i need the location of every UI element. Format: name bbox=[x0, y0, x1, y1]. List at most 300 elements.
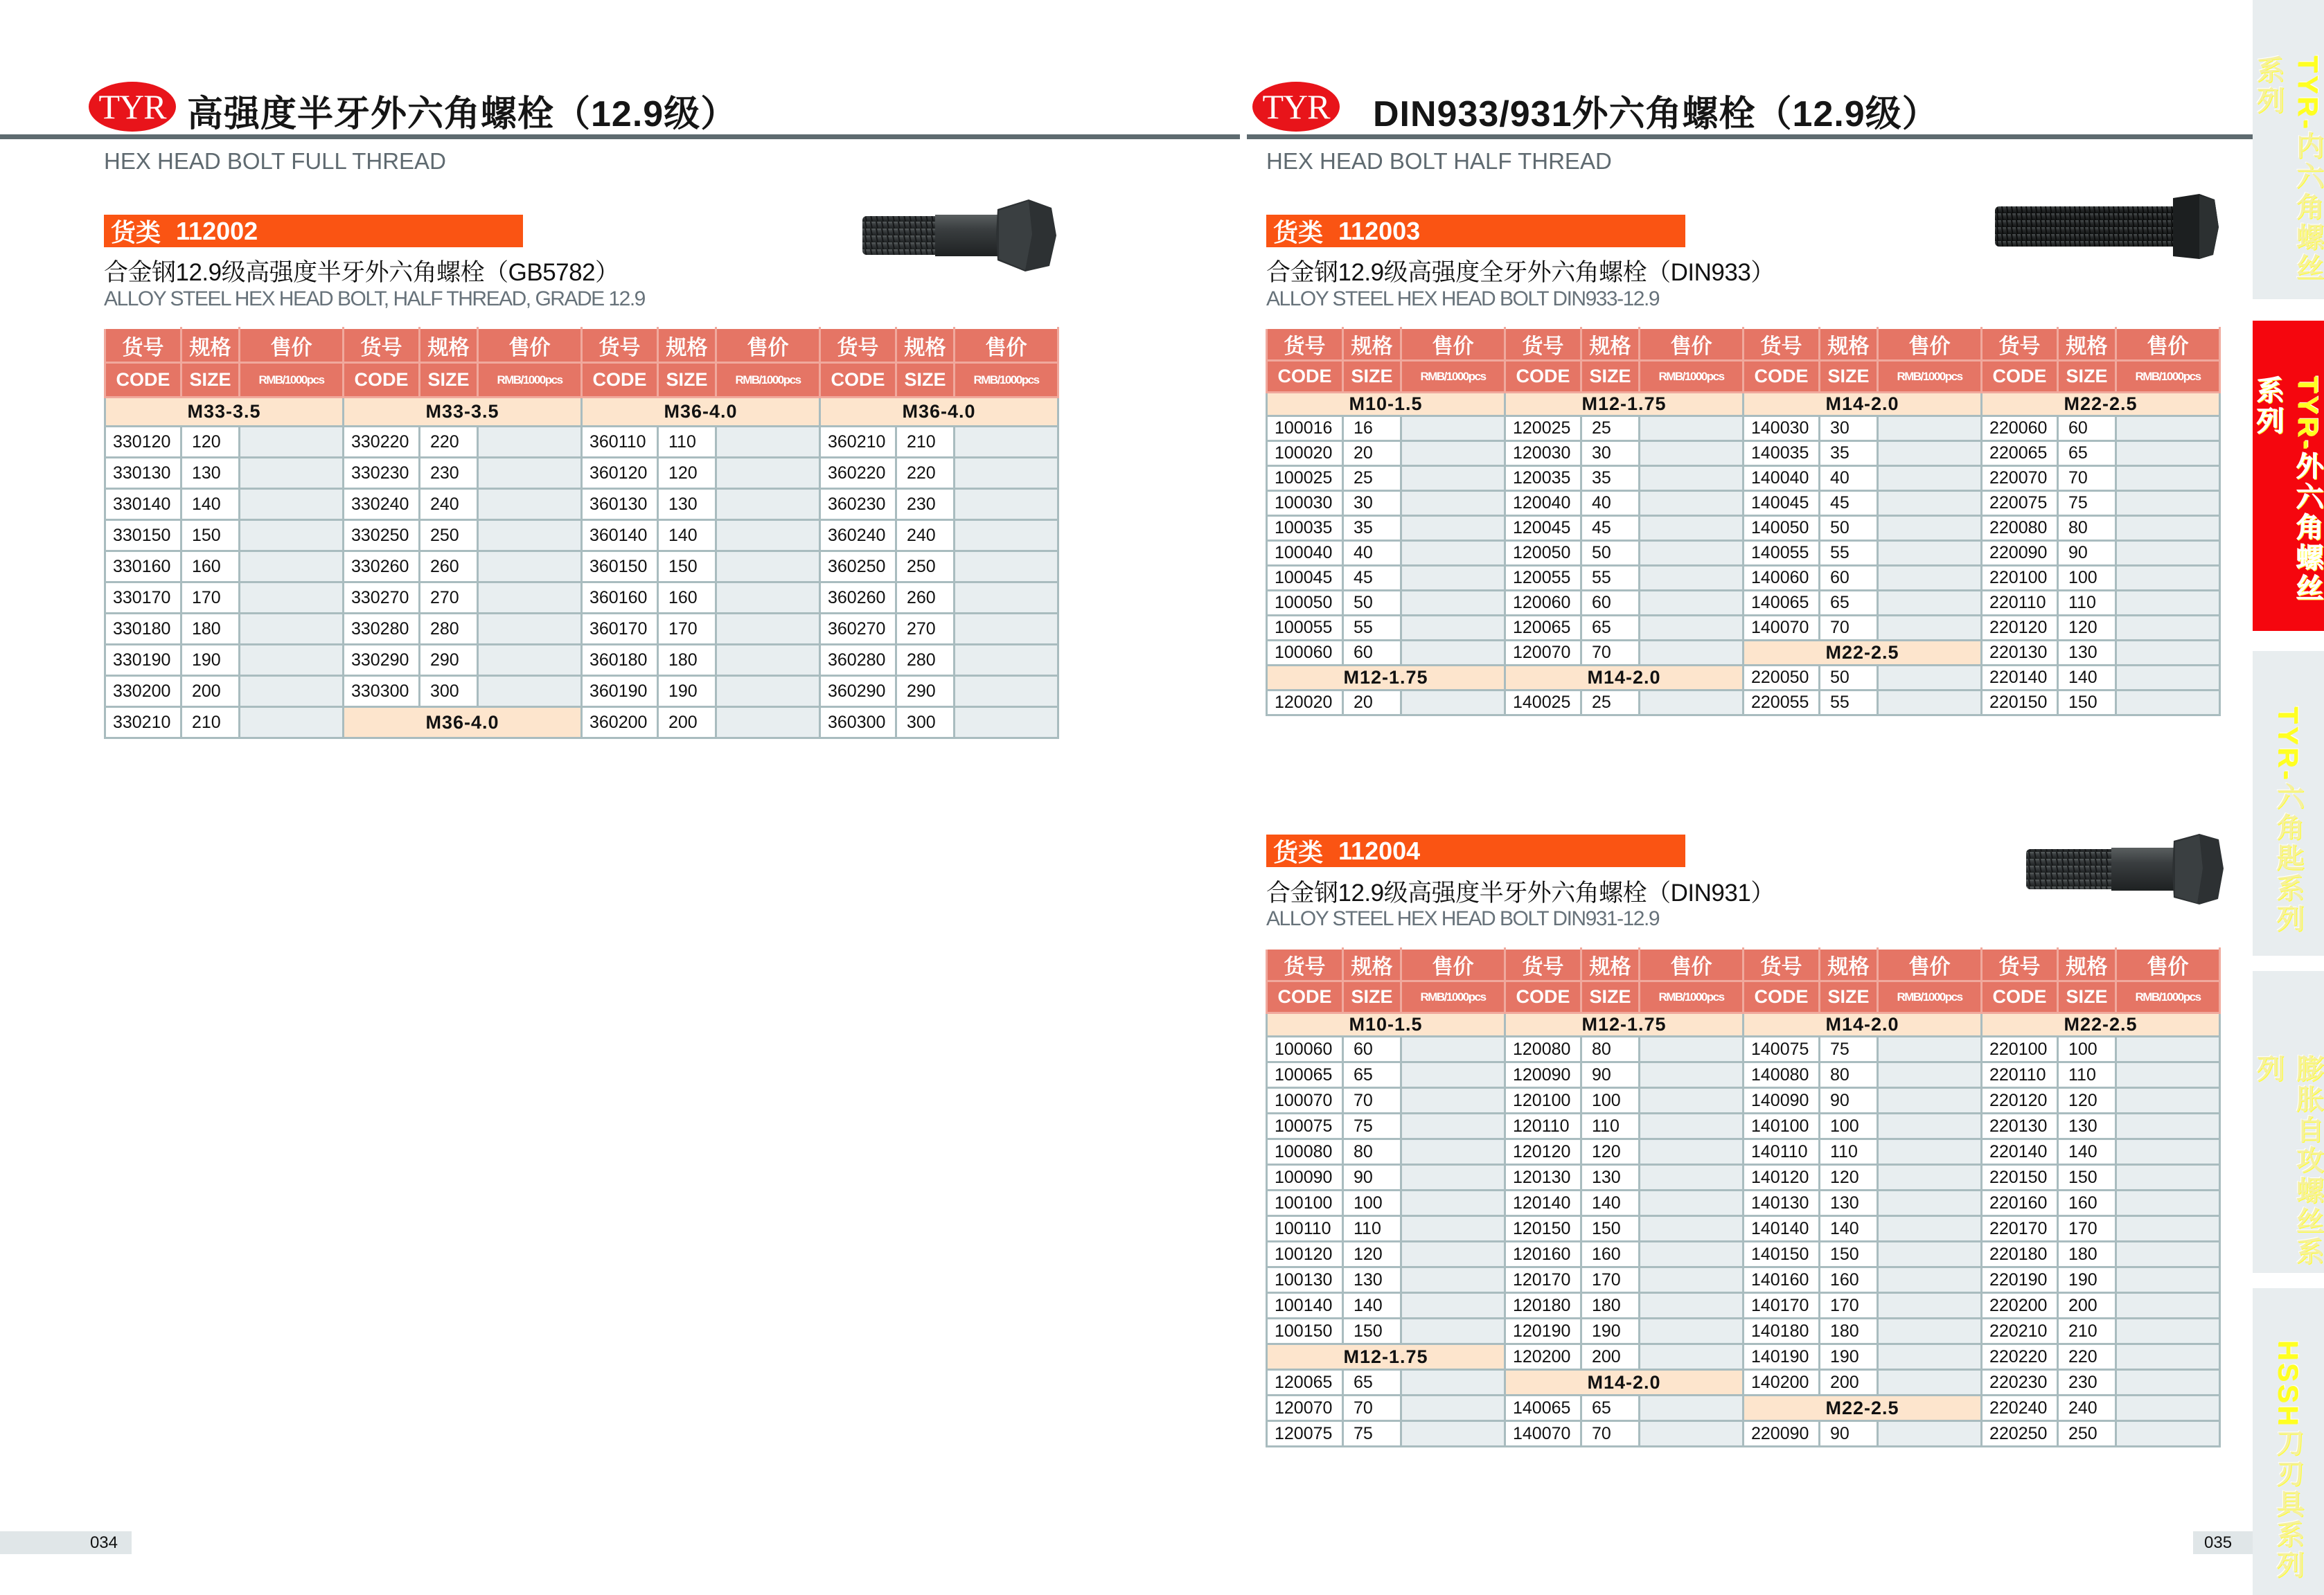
product-code: 360220 bbox=[820, 458, 896, 489]
product-code: 120070 bbox=[1267, 1396, 1343, 1421]
product-code: 140130 bbox=[1744, 1191, 1820, 1216]
product-size: 200 bbox=[658, 707, 716, 738]
price-cell bbox=[478, 520, 582, 551]
product-code: 120140 bbox=[1505, 1191, 1581, 1216]
column-header: 规格 bbox=[1581, 328, 1640, 361]
product-size: 55 bbox=[1820, 690, 1878, 715]
header-divider bbox=[1247, 134, 2253, 139]
column-header: CODE bbox=[1505, 361, 1581, 393]
product-code: 360130 bbox=[582, 489, 658, 520]
product-size: 220 bbox=[2058, 1344, 2116, 1370]
price-table-112003 bbox=[1266, 327, 2221, 716]
size-group-label: M12-1.75 bbox=[1505, 393, 1744, 416]
price-cell bbox=[1640, 1421, 1744, 1447]
product-code: 100055 bbox=[1267, 616, 1343, 641]
price-cell bbox=[1640, 541, 1744, 566]
product-code: 140170 bbox=[1744, 1293, 1820, 1319]
product-code: 330270 bbox=[344, 582, 420, 614]
product-size: 160 bbox=[658, 582, 716, 614]
table-row bbox=[1267, 1242, 2220, 1267]
product-size: 75 bbox=[2058, 491, 2116, 516]
product-size: 130 bbox=[1581, 1165, 1640, 1191]
column-header: 货号 bbox=[344, 328, 420, 363]
price-cell bbox=[2116, 1088, 2220, 1114]
price-cell bbox=[1401, 416, 1505, 441]
size-group-label: M12-1.75 bbox=[1505, 1013, 1744, 1037]
table-row bbox=[1267, 1191, 2220, 1216]
product-size: 240 bbox=[2058, 1396, 2116, 1421]
price-cell bbox=[1401, 1370, 1505, 1396]
product-code: 120120 bbox=[1505, 1139, 1581, 1165]
product-size: 200 bbox=[2058, 1293, 2116, 1319]
price-cell bbox=[2116, 666, 2220, 690]
product-code: 360270 bbox=[820, 614, 896, 645]
product-code: 220100 bbox=[1982, 566, 2058, 591]
product-code: 100035 bbox=[1267, 516, 1343, 541]
column-header: RMB/1000pcs bbox=[1401, 981, 1505, 1013]
product-size: 180 bbox=[1581, 1293, 1640, 1319]
product-size: 50 bbox=[1820, 516, 1878, 541]
price-cell bbox=[1640, 1344, 1744, 1370]
price-cell bbox=[1878, 1242, 1982, 1267]
price-cell bbox=[478, 676, 582, 707]
product-code: 140065 bbox=[1505, 1396, 1581, 1421]
product-code: 120150 bbox=[1505, 1216, 1581, 1242]
category-label: 货类 bbox=[1273, 218, 1324, 247]
product-code: 220240 bbox=[1982, 1396, 2058, 1421]
price-cell bbox=[1401, 1319, 1505, 1344]
product-size: 150 bbox=[181, 520, 240, 551]
price-cell bbox=[240, 707, 344, 738]
table-row bbox=[1267, 616, 2220, 641]
price-cell bbox=[240, 551, 344, 582]
column-header: 货号 bbox=[1744, 949, 1820, 981]
price-cell bbox=[955, 707, 1058, 738]
price-cell bbox=[716, 520, 820, 551]
product-size: 80 bbox=[2058, 516, 2116, 541]
category-code: 112002 bbox=[176, 216, 258, 245]
table-row bbox=[105, 707, 1058, 738]
product-size: 140 bbox=[2058, 666, 2116, 690]
column-header: 货号 bbox=[820, 328, 896, 363]
product-code: 140030 bbox=[1744, 416, 1820, 441]
price-cell bbox=[1401, 441, 1505, 466]
product-size: 120 bbox=[658, 458, 716, 489]
price-cell bbox=[2116, 690, 2220, 715]
product-size: 100 bbox=[2058, 566, 2116, 591]
sidebar-tab-label: TYR-内六角螺丝系列 bbox=[2253, 55, 2323, 284]
column-header: SIZE bbox=[420, 363, 478, 398]
price-cell bbox=[1401, 1062, 1505, 1088]
size-group-label: M33-3.5 bbox=[344, 398, 582, 427]
price-cell bbox=[1878, 1191, 1982, 1216]
column-header: 货号 bbox=[105, 328, 181, 363]
product-code: 330170 bbox=[105, 582, 181, 614]
price-cell bbox=[1401, 466, 1505, 491]
column-header: CODE bbox=[1505, 981, 1581, 1013]
price-cell bbox=[1640, 1242, 1744, 1267]
product-size: 140 bbox=[1820, 1216, 1878, 1242]
product-code: 360110 bbox=[582, 427, 658, 458]
price-cell bbox=[1878, 1037, 1982, 1062]
product-code: 140150 bbox=[1744, 1242, 1820, 1267]
table-row bbox=[1267, 591, 2220, 616]
sidebar-tab-expansion-self-tapping[interactable] bbox=[2253, 971, 2324, 1273]
table-row bbox=[105, 582, 1058, 614]
table-row bbox=[1267, 491, 2220, 516]
product-size: 100 bbox=[1820, 1114, 1878, 1139]
column-header: RMB/1000pcs bbox=[1878, 361, 1982, 393]
product-size: 230 bbox=[420, 458, 478, 489]
header-divider bbox=[0, 134, 1240, 139]
product-code: 220065 bbox=[1982, 441, 2058, 466]
column-header: RMB/1000pcs bbox=[1640, 361, 1744, 393]
product-size: 80 bbox=[1581, 1037, 1640, 1062]
column-header: 规格 bbox=[2058, 949, 2116, 981]
column-header: RMB/1000pcs bbox=[1401, 361, 1505, 393]
price-cell bbox=[2116, 1139, 2220, 1165]
size-group-label: M14-2.0 bbox=[1505, 666, 1744, 690]
price-cell bbox=[1640, 616, 1744, 641]
column-header: SIZE bbox=[658, 363, 716, 398]
product-size: 90 bbox=[1343, 1165, 1401, 1191]
product-code: 100110 bbox=[1267, 1216, 1343, 1242]
product-size: 270 bbox=[896, 614, 955, 645]
table-row bbox=[105, 520, 1058, 551]
price-cell bbox=[1878, 1062, 1982, 1088]
price-cell bbox=[2116, 416, 2220, 441]
product-code: 360140 bbox=[582, 520, 658, 551]
product-size: 60 bbox=[2058, 416, 2116, 441]
size-group-label: M14-2.0 bbox=[1744, 1013, 1982, 1037]
product-size: 65 bbox=[1581, 616, 1640, 641]
product-code: 100100 bbox=[1267, 1191, 1343, 1216]
column-header: RMB/1000pcs bbox=[1878, 981, 1982, 1013]
product-code: 140200 bbox=[1744, 1370, 1820, 1396]
price-cell bbox=[716, 707, 820, 738]
page-subtitle-en: HEX HEAD BOLT HALF THREAD bbox=[1266, 148, 1612, 174]
sidebar-tab-socket-screws[interactable] bbox=[2253, 0, 2324, 299]
product-code: 220140 bbox=[1982, 1139, 2058, 1165]
table-row bbox=[1267, 1062, 2220, 1088]
product-code: 220170 bbox=[1982, 1216, 2058, 1242]
price-cell bbox=[1640, 1139, 1744, 1165]
product-size: 45 bbox=[1581, 516, 1640, 541]
price-cell bbox=[955, 458, 1058, 489]
size-group-label: M14-2.0 bbox=[1744, 393, 1982, 416]
product-size: 150 bbox=[658, 551, 716, 582]
price-cell bbox=[1878, 591, 1982, 616]
product-code: 330210 bbox=[105, 707, 181, 738]
product-size: 180 bbox=[1820, 1319, 1878, 1344]
product-size: 160 bbox=[1581, 1242, 1640, 1267]
price-cell bbox=[2116, 641, 2220, 666]
product-size: 110 bbox=[2058, 591, 2116, 616]
price-cell bbox=[2116, 1293, 2220, 1319]
product-code: 220120 bbox=[1982, 616, 2058, 641]
product-code: 120170 bbox=[1505, 1267, 1581, 1293]
product-code: 220140 bbox=[1982, 666, 2058, 690]
product-size: 290 bbox=[896, 676, 955, 707]
price-cell bbox=[1878, 616, 1982, 641]
product-size: 140 bbox=[2058, 1139, 2116, 1165]
product-size: 130 bbox=[1343, 1267, 1401, 1293]
price-cell bbox=[1401, 566, 1505, 591]
product-code: 140060 bbox=[1744, 566, 1820, 591]
product-code: 140065 bbox=[1744, 591, 1820, 616]
bolt-half-thread-image bbox=[859, 194, 1060, 277]
price-cell bbox=[2116, 541, 2220, 566]
product-code: 220130 bbox=[1982, 1114, 2058, 1139]
price-cell bbox=[2116, 1396, 2220, 1421]
product-size: 55 bbox=[1820, 541, 1878, 566]
product-code: 220050 bbox=[1744, 666, 1820, 690]
column-header: RMB/1000pcs bbox=[955, 363, 1058, 398]
price-cell bbox=[478, 645, 582, 676]
product-size: 60 bbox=[1820, 566, 1878, 591]
product-size: 170 bbox=[1820, 1293, 1878, 1319]
product-size: 170 bbox=[2058, 1216, 2116, 1242]
sidebar-tab-label: TYR-外六角螺丝系列 bbox=[2253, 376, 2323, 605]
product-code: 330300 bbox=[344, 676, 420, 707]
product-size: 70 bbox=[2058, 466, 2116, 491]
product-size: 100 bbox=[2058, 1037, 2116, 1062]
product-desc-cn: 合金钢12.9级高强度半牙外六角螺栓（GB5782） bbox=[104, 259, 619, 286]
price-cell bbox=[478, 582, 582, 614]
product-size: 30 bbox=[1581, 441, 1640, 466]
column-header: CODE bbox=[582, 363, 658, 398]
product-code: 140100 bbox=[1744, 1114, 1820, 1139]
price-cell bbox=[478, 458, 582, 489]
column-header: RMB/1000pcs bbox=[716, 363, 820, 398]
price-cell bbox=[1878, 1114, 1982, 1139]
price-cell bbox=[1640, 1062, 1744, 1088]
price-cell bbox=[478, 614, 582, 645]
product-size: 65 bbox=[1343, 1370, 1401, 1396]
price-cell bbox=[1640, 1037, 1744, 1062]
price-cell bbox=[2116, 1216, 2220, 1242]
price-cell bbox=[2116, 1191, 2220, 1216]
product-code: 100020 bbox=[1267, 441, 1343, 466]
product-code: 100140 bbox=[1267, 1293, 1343, 1319]
product-size: 40 bbox=[1343, 541, 1401, 566]
price-cell bbox=[716, 551, 820, 582]
price-cell bbox=[1878, 441, 1982, 466]
product-code: 220250 bbox=[1982, 1421, 2058, 1447]
column-header: 售价 bbox=[1640, 949, 1744, 981]
table-row bbox=[1267, 1037, 2220, 1062]
product-code: 360160 bbox=[582, 582, 658, 614]
product-code: 140180 bbox=[1744, 1319, 1820, 1344]
price-cell bbox=[1878, 491, 1982, 516]
product-size: 30 bbox=[1343, 491, 1401, 516]
column-header: CODE bbox=[1744, 361, 1820, 393]
tyr-logo: TYR bbox=[89, 82, 176, 132]
price-cell bbox=[1640, 1114, 1744, 1139]
column-header: CODE bbox=[1982, 361, 2058, 393]
product-code: 100070 bbox=[1267, 1088, 1343, 1114]
price-cell bbox=[1401, 1421, 1505, 1447]
price-cell bbox=[1640, 491, 1744, 516]
product-code: 360260 bbox=[820, 582, 896, 614]
price-cell bbox=[1640, 416, 1744, 441]
table-row bbox=[1267, 1088, 2220, 1114]
column-header: SIZE bbox=[1343, 981, 1401, 1013]
product-size: 170 bbox=[181, 582, 240, 614]
product-size: 25 bbox=[1343, 466, 1401, 491]
product-size: 210 bbox=[2058, 1319, 2116, 1344]
product-code: 120070 bbox=[1505, 641, 1581, 666]
size-group-label: M36-4.0 bbox=[344, 707, 582, 738]
category-label: 货类 bbox=[1273, 838, 1324, 866]
price-cell bbox=[1878, 1088, 1982, 1114]
page-number-right: 035 bbox=[2193, 1531, 2253, 1554]
price-cell bbox=[955, 427, 1058, 458]
column-header: CODE bbox=[820, 363, 896, 398]
product-code: 360250 bbox=[820, 551, 896, 582]
product-code: 330140 bbox=[105, 489, 181, 520]
product-desc-en: ALLOY STEEL HEX HEAD BOLT DIN933-12.9 bbox=[1266, 287, 1659, 310]
price-cell bbox=[1401, 1242, 1505, 1267]
product-size: 140 bbox=[181, 489, 240, 520]
price-cell bbox=[1878, 1216, 1982, 1242]
product-code: 360190 bbox=[582, 676, 658, 707]
product-size: 75 bbox=[1343, 1114, 1401, 1139]
column-header: RMB/1000pcs bbox=[240, 363, 344, 398]
price-cell bbox=[1640, 690, 1744, 715]
category-bar-112003 bbox=[1266, 215, 1685, 247]
product-size: 65 bbox=[2058, 441, 2116, 466]
price-cell bbox=[240, 676, 344, 707]
product-code: 100030 bbox=[1267, 491, 1343, 516]
column-header: 规格 bbox=[896, 328, 955, 363]
product-code: 220130 bbox=[1982, 641, 2058, 666]
product-code: 140075 bbox=[1744, 1037, 1820, 1062]
price-cell bbox=[1640, 1088, 1744, 1114]
product-code: 120090 bbox=[1505, 1062, 1581, 1088]
price-cell bbox=[716, 614, 820, 645]
price-cell bbox=[1640, 441, 1744, 466]
product-size: 140 bbox=[1343, 1293, 1401, 1319]
price-cell bbox=[240, 458, 344, 489]
column-header: CODE bbox=[344, 363, 420, 398]
column-header: 规格 bbox=[1820, 328, 1878, 361]
product-code: 330150 bbox=[105, 520, 181, 551]
product-code: 100120 bbox=[1267, 1242, 1343, 1267]
table-row bbox=[1267, 541, 2220, 566]
product-code: 360170 bbox=[582, 614, 658, 645]
price-cell bbox=[2116, 1344, 2220, 1370]
table-row bbox=[105, 489, 1058, 520]
column-header: 售价 bbox=[478, 328, 582, 363]
bolt-full-thread-image bbox=[1992, 193, 2227, 262]
price-cell bbox=[1401, 516, 1505, 541]
product-code: 220075 bbox=[1982, 491, 2058, 516]
price-cell bbox=[1640, 1165, 1744, 1191]
product-size: 20 bbox=[1343, 690, 1401, 715]
product-size: 260 bbox=[420, 551, 478, 582]
sidebar-tab-hssh-cutting-tools[interactable] bbox=[2253, 1288, 2324, 1595]
product-code: 330200 bbox=[105, 676, 181, 707]
product-code: 330280 bbox=[344, 614, 420, 645]
price-cell bbox=[2116, 616, 2220, 641]
table-row bbox=[1267, 393, 2220, 416]
price-cell bbox=[1640, 1319, 1744, 1344]
product-size: 230 bbox=[2058, 1370, 2116, 1396]
product-size: 210 bbox=[181, 707, 240, 738]
product-code: 120075 bbox=[1267, 1421, 1343, 1447]
product-size: 150 bbox=[1343, 1319, 1401, 1344]
product-size: 300 bbox=[896, 707, 955, 738]
column-header: SIZE bbox=[1581, 981, 1640, 1013]
product-code: 120200 bbox=[1505, 1344, 1581, 1370]
price-cell bbox=[478, 489, 582, 520]
table-row bbox=[1267, 1396, 2220, 1421]
product-size: 50 bbox=[1343, 591, 1401, 616]
column-header: 规格 bbox=[658, 328, 716, 363]
product-size: 30 bbox=[1820, 416, 1878, 441]
price-cell bbox=[478, 551, 582, 582]
table-row bbox=[1267, 1165, 2220, 1191]
product-code: 330260 bbox=[344, 551, 420, 582]
table-row bbox=[1267, 1139, 2220, 1165]
size-group-label: M22-2.5 bbox=[1744, 1396, 1982, 1421]
sidebar-tab-hex-keys[interactable] bbox=[2253, 651, 2324, 956]
product-size: 75 bbox=[1343, 1421, 1401, 1447]
price-cell bbox=[1878, 1267, 1982, 1293]
sidebar-tab-hex-head-screws[interactable] bbox=[2253, 321, 2324, 631]
column-header: CODE bbox=[1982, 981, 2058, 1013]
product-size: 55 bbox=[1343, 616, 1401, 641]
product-code: 330130 bbox=[105, 458, 181, 489]
product-size: 170 bbox=[658, 614, 716, 645]
price-cell bbox=[1401, 491, 1505, 516]
table-row bbox=[105, 427, 1058, 458]
product-code: 360290 bbox=[820, 676, 896, 707]
product-size: 260 bbox=[896, 582, 955, 614]
column-header: CODE bbox=[1744, 981, 1820, 1013]
product-size: 110 bbox=[1820, 1139, 1878, 1165]
column-header: CODE bbox=[1267, 361, 1343, 393]
product-size: 220 bbox=[420, 427, 478, 458]
size-group-label: M22-2.5 bbox=[1744, 641, 1982, 666]
product-size: 140 bbox=[658, 520, 716, 551]
product-code: 220070 bbox=[1982, 466, 2058, 491]
product-size: 90 bbox=[2058, 541, 2116, 566]
price-cell bbox=[1878, 566, 1982, 591]
price-cell bbox=[1401, 1216, 1505, 1242]
table-row bbox=[105, 458, 1058, 489]
product-size: 250 bbox=[896, 551, 955, 582]
product-code: 360230 bbox=[820, 489, 896, 520]
product-code: 100045 bbox=[1267, 566, 1343, 591]
product-size: 65 bbox=[1343, 1062, 1401, 1088]
product-desc-cn: 合金钢12.9级高强度全牙外六角螺栓（DIN933） bbox=[1266, 259, 1775, 286]
price-cell bbox=[1640, 1216, 1744, 1242]
price-cell bbox=[955, 614, 1058, 645]
product-size: 25 bbox=[1581, 416, 1640, 441]
product-size: 20 bbox=[1343, 441, 1401, 466]
column-header: 规格 bbox=[1581, 949, 1640, 981]
product-code: 360200 bbox=[582, 707, 658, 738]
price-cell bbox=[240, 427, 344, 458]
price-cell bbox=[1878, 1293, 1982, 1319]
column-header: RMB/1000pcs bbox=[2116, 981, 2220, 1013]
product-code: 330180 bbox=[105, 614, 181, 645]
price-cell bbox=[1878, 1421, 1982, 1447]
table-row bbox=[1267, 1013, 2220, 1037]
product-size: 130 bbox=[1820, 1191, 1878, 1216]
